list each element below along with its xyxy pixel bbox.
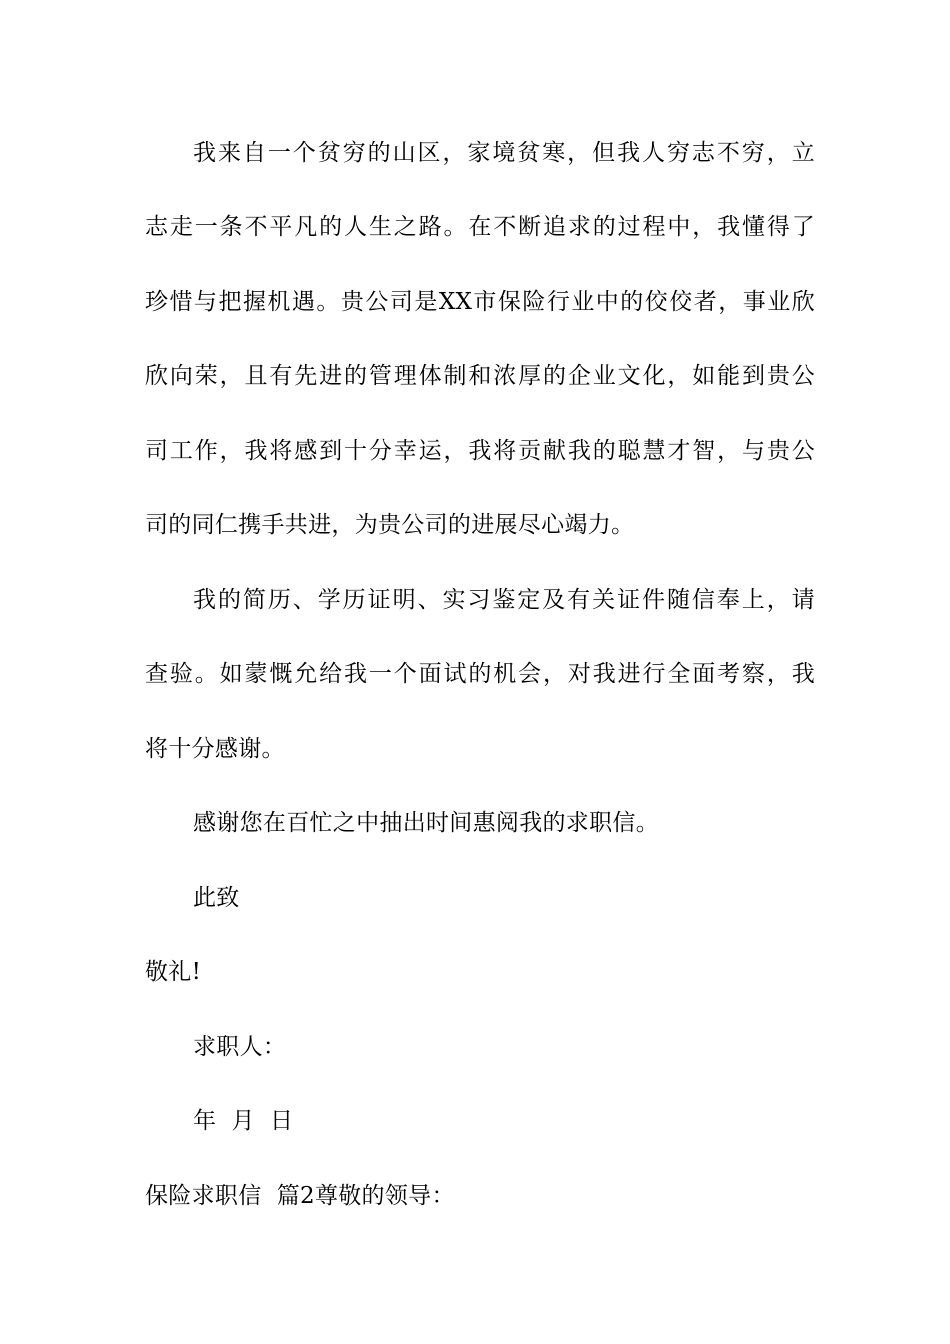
paragraph-2-line-1: 我的简历、学历证明、实习鉴定及有关证件随信奉上，请 bbox=[193, 587, 815, 613]
closing-salutation: 此致 bbox=[193, 885, 240, 911]
thanks-paragraph: 感谢您在百忙之中抽出时间惠阅我的求职信。 bbox=[193, 810, 659, 836]
paragraph-1-line-3: 珍惜与把握机遇。贵公司是XX市保险行业中的佼佼者，事业欣 bbox=[145, 289, 815, 315]
applicant-signature-label: 求职人： bbox=[193, 1034, 287, 1060]
date-line: 年 月 日 bbox=[193, 1108, 294, 1134]
paragraph-1-line-6: 司的同仁携手共进，为贵公司的进展尽心竭力。 bbox=[145, 512, 635, 538]
paragraph-2-line-3: 将十分感谢。 bbox=[145, 736, 285, 762]
paragraph-1-line-4: 欣向荣，且有先进的管理体制和浓厚的企业文化，如能到贵公 bbox=[145, 363, 815, 389]
paragraph-1-line-5: 司工作，我将感到十分幸运，我将贡献我的聪慧才智，与贵公 bbox=[145, 438, 815, 464]
paragraph-2-line-2: 查验。如蒙慨允给我一个面试的机会，对我进行全面考察，我 bbox=[145, 661, 815, 687]
section-heading: 保险求职信 篇2尊敬的领导： bbox=[145, 1183, 455, 1209]
paragraph-1-line-2: 志走一条不平凡的人生之路。在不断追求的过程中，我懂得了 bbox=[145, 214, 815, 240]
closing-regards: 敬礼! bbox=[145, 959, 202, 985]
paragraph-1-line-1: 我来自一个贫穷的山区，家境贫寒，但我人穷志不穷，立 bbox=[193, 140, 815, 166]
